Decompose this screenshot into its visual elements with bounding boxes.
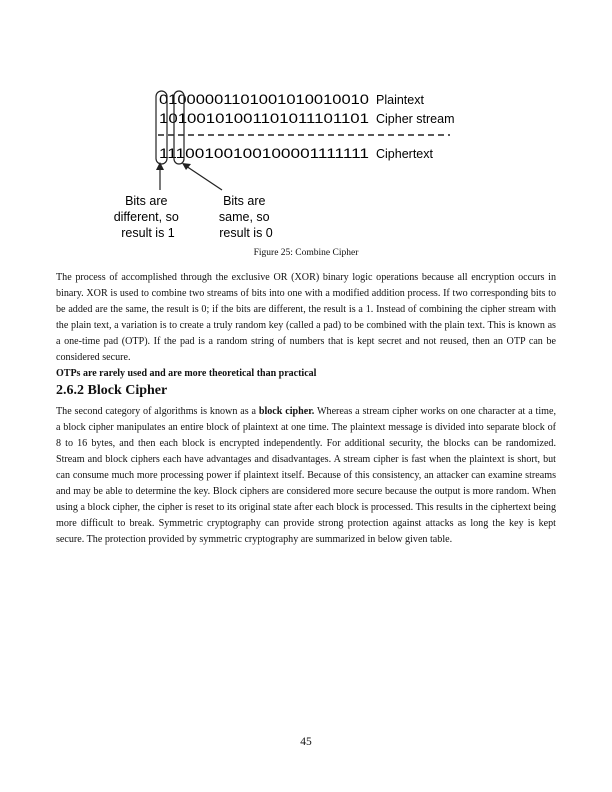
page-number: 45 xyxy=(300,736,312,748)
xor-diagram xyxy=(0,0,612,250)
para2-bold-term: block cipher. xyxy=(258,406,315,417)
cipher-stream-label: Cipher stream xyxy=(376,112,455,126)
otp-note: OTPs are rarely used and are more theoretical than practical xyxy=(56,368,317,379)
xor-figure xyxy=(0,0,612,250)
plaintext-bits: 01000001101001010010010 xyxy=(159,92,369,107)
callout-right: Bits are same, so result is 0 xyxy=(218,194,273,240)
ciphertext-label: Ciphertext xyxy=(376,147,433,161)
para2-lead: The second category of algorithms is known as a xyxy=(56,406,259,417)
right-arrow xyxy=(186,166,222,190)
para2-rest: Whereas a stream cipher works on one character at a time, a block cipher manipulates an entire block of plaintext at one time. The plaintext message is divided into separate block of 8 to 16 bytes, and then each block is encrypted independently. For additional security, the blocks can be randomized. Stream and block ciphers each have advantages and disadvantages. A stream cipher is fast when the plaintext is short, but can consume much more processing power if plaintext itself. Because of this consistency, an attacker can examine streams and may be able to determine the key. Block ciphers are considered more secure because the output is more random. When using a block cipher, the cipher is reset to its original state after each block is processed. This results in the ciphertext being more difficult to break. Symmetric cryptography can provide strong protection against attacks as long the key is kept secure. The protection provided by symmetric cryptography are summarized in below given table. xyxy=(56,406,556,545)
ciphertext-bits: 11100100100100001111111 xyxy=(159,146,369,161)
callout-left: Bits are different, so result is 1 xyxy=(113,194,179,240)
figure-caption: Figure 25: Combine Cipher xyxy=(253,248,359,258)
block-cipher-paragraph xyxy=(56,404,556,548)
plaintext-label: Plaintext xyxy=(376,93,424,107)
left-arrowhead xyxy=(156,162,164,170)
section-heading: 2.6.2 Block Cipher xyxy=(56,383,168,398)
cipher-stream-bits: 10100101001101011101101 xyxy=(159,111,369,126)
xor-paragraph: The process of accomplished through the exclusive OR (XOR) binary logic operations because all encryption occurs in binary. XOR is used to combine two streams of bits into one with a modified addition process. If two corresponding bits to be added are the same, the result is 0; if the bits are different, the result is a 1. Instead of combining the cipher stream with the plain text, a variation is to create a truly random key (called a pad) to be combined with the plain text. This is known as a one-time pad (OTP). If the pad is a random string of numbers that is kept secret and not reused, then an OTP can be considered secure. xyxy=(56,272,556,363)
